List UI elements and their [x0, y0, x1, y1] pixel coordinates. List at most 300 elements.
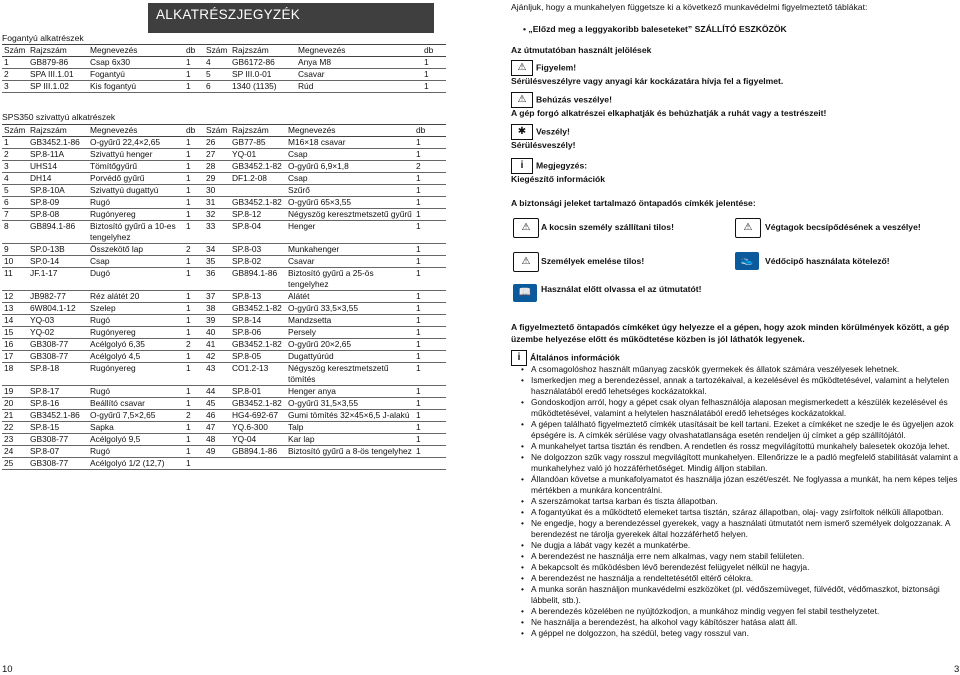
- table-cell: SP.8-05: [232, 351, 262, 361]
- table-cell: 46: [206, 410, 216, 420]
- table-row: [2, 303, 446, 315]
- table-cell: DF1.2-08: [232, 173, 267, 183]
- list-item: • A bekapcsolt és működésben lévő berendezést felügyelet nélkül ne hagyja.: [531, 562, 960, 573]
- table-cell: GB3452.1-82: [232, 161, 282, 171]
- table-cell: 5: [4, 185, 9, 195]
- table-cell: 1: [416, 291, 421, 301]
- info-icon: i: [511, 158, 533, 174]
- table-cell: GB894.1-86: [232, 268, 278, 278]
- table-cell: Dugó: [90, 268, 111, 278]
- table-cell: 1: [416, 197, 421, 207]
- table-cell: Alátét: [288, 291, 310, 301]
- table-row: [2, 161, 446, 173]
- table-cell: Rugónyereg: [90, 363, 136, 373]
- list-item: • A csomagolóshoz használt műanyag zacskók gyermekek és állatok számára veszélyesek lehetnek.: [531, 364, 960, 375]
- table-cell: Acélgolyó 6,35: [90, 339, 145, 349]
- table-cell: 1: [186, 149, 191, 159]
- table-row: [2, 386, 446, 398]
- table-cell: 24: [4, 446, 14, 456]
- safety-page: [511, 0, 960, 675]
- table-cell: SP.8-01: [232, 386, 262, 396]
- table-cell: Biztosító gyűrű a 10-es tengelyhez: [90, 221, 176, 242]
- table-cell: SP.8-14: [232, 315, 262, 325]
- table-cell: Összekötő lap: [90, 244, 144, 254]
- general-info-list: [521, 364, 960, 639]
- table-cell: Rugónyereg: [90, 327, 136, 337]
- table-cell: Szivattyú henger: [90, 149, 153, 159]
- table-cell: 32: [206, 209, 216, 219]
- table-cell: Henger: [288, 221, 316, 231]
- list-item: • A berendezést ne használja a rendeltetésétől eltérő célokra.: [531, 573, 960, 584]
- table-cell: O-gyűrű 31,5×3,55: [288, 398, 359, 408]
- table-cell: 22: [4, 422, 14, 432]
- table-cell: GB3452.1-82: [232, 197, 282, 207]
- table-cell: 1: [186, 221, 191, 231]
- table-cell: Csap: [90, 256, 110, 266]
- note: i Megjegyzés: Kiegészítő információk: [511, 160, 606, 184]
- page-number-right: 3: [954, 664, 960, 675]
- table-cell: 1: [186, 327, 191, 337]
- table-cell: GB894.1-86: [232, 446, 278, 456]
- pump-parts-table: [2, 124, 446, 470]
- table-cell: YQ-04: [232, 434, 257, 444]
- table-cell: Persely: [288, 327, 316, 337]
- column-header: db: [186, 45, 196, 55]
- table-cell: 27: [206, 149, 216, 159]
- table-cell: SP.8-18: [30, 363, 60, 373]
- no-lifting-icon: ⚠: [513, 252, 539, 272]
- table-cell: 1: [186, 291, 191, 301]
- table-cell: Gumi tömítés 32×45×6,5 J-alakú: [288, 410, 410, 420]
- table-row: [2, 351, 446, 363]
- page-number-left: 10: [2, 664, 13, 675]
- column-header: Rajzszám: [232, 125, 269, 135]
- table-cell: GB879-86: [30, 57, 69, 67]
- bullet-accident: • „Előzd meg a leggyakoribb baleseteket” SZÁLLÍTÓ ESZKÖZÖK: [523, 24, 787, 34]
- table-cell: 1: [416, 315, 421, 325]
- table-cell: Négyszög keresztmetszetű gyűrű: [288, 209, 412, 219]
- table-row: [2, 137, 446, 149]
- table-cell: 16: [4, 339, 14, 349]
- table-cell: DH14: [30, 173, 52, 183]
- table-cell: CO1.2-13: [232, 363, 269, 373]
- table-cell: 31: [206, 197, 216, 207]
- table-cell: 1: [4, 57, 9, 67]
- label-crush-hazard: Végtagok becsípődésének a veszélye!: [765, 222, 921, 232]
- table-cell: GB3452.1-86: [30, 137, 80, 147]
- table-cell: 1: [186, 386, 191, 396]
- table-cell: 1: [416, 173, 421, 183]
- table-cell: 1: [186, 81, 191, 91]
- sticker-placement-text: A figyelmeztető öntapadós címkéket úgy helyezze el a gépen, hogy azok minden körülmények között, a gép üzembe helyezése előtt és működtetése közben is jól láthatók legyenek.: [511, 322, 950, 344]
- table-cell: O-gyűrű 6,9×1,8: [288, 161, 349, 171]
- table-cell: GB3452.1-82: [232, 339, 282, 349]
- table-row: [2, 268, 446, 291]
- table-cell: SP.8-09: [30, 197, 60, 207]
- table-cell: 1: [416, 137, 421, 147]
- column-header: Megnevezés: [298, 45, 346, 55]
- table-row: [2, 434, 446, 446]
- table-cell: SP.8-02: [232, 256, 262, 266]
- list-item: • A berendezés közelében ne nyújtózkodjon, a munkához mindig vegyen fel stabil testhelyzetet.: [531, 606, 960, 617]
- list-item: • Állandóan követse a munkafolyamatot és használja józan eszét/eszét. Ne foglyassa a munkát, ha nem képes teljes mértékben a munkára koncentrálni.: [531, 474, 960, 496]
- table-cell: GB308-77: [30, 458, 69, 468]
- table-cell: 33: [206, 221, 216, 231]
- table-cell: Szelep: [90, 303, 116, 313]
- column-header: Megnevezés: [90, 45, 138, 55]
- table-cell: Porvédő gyűrű: [90, 173, 145, 183]
- page-banner: ALKATRÉSZJEGYZÉK: [148, 3, 434, 33]
- table-cell: 1: [186, 363, 191, 373]
- table-cell: GB77-85: [232, 137, 266, 147]
- table-cell: GB3452.1-86: [30, 410, 80, 420]
- table-cell: Acélgolyó 1/2 (12,7): [90, 458, 165, 468]
- table-cell: SP.8-12: [232, 209, 262, 219]
- list-item: • Ne dugja a lábát vagy kezét a munkatérbe.: [531, 540, 960, 551]
- table-cell: 9: [4, 244, 9, 254]
- table-row: [2, 398, 446, 410]
- table-row: [2, 327, 446, 339]
- warning-entanglement: ⚠ Behúzás veszélye! A gép forgó alkatrészei elkaphatják és behúzhatják a ruhát vagy a testrészeit!: [511, 94, 827, 118]
- list-item: • Ne dolgozzon szűk vagy rosszul megvilágított munkahelyen. Ellenőrizze le a padló megfelelő stabilitását valamint a munkahelyhez való jó hozzáférhetőséget. Mindig álljon stabilan.: [531, 452, 960, 474]
- table-cell: 47: [206, 422, 216, 432]
- table-cell: 1: [186, 434, 191, 444]
- column-header: Szám: [4, 45, 26, 55]
- table-cell: Talp: [288, 422, 304, 432]
- table-cell: JB982-77: [30, 291, 66, 301]
- table-cell: Beállító csavar: [90, 398, 145, 408]
- table-cell: O-gyűrű 65×3,55: [288, 197, 352, 207]
- table-row: [2, 244, 446, 256]
- table-cell: 38: [206, 303, 216, 313]
- table-row: [2, 410, 446, 422]
- column-header: Szám: [206, 45, 228, 55]
- table-cell: JF.1-17: [30, 268, 58, 278]
- table-cell: SP III.0-01: [232, 69, 272, 79]
- table-cell: SP.8-04: [232, 221, 262, 231]
- table-header: [2, 125, 446, 137]
- table-row: [2, 458, 446, 470]
- table-cell: SP III.1.02: [30, 81, 69, 91]
- label-read-manual: Használat előtt olvassa el az útmutatót!: [541, 284, 702, 294]
- table-cell: SP.8-11A: [30, 149, 65, 159]
- table-cell: O-gyűrű 20×2,65: [288, 339, 352, 349]
- table-cell: 1: [186, 137, 191, 147]
- table-cell: 2: [4, 69, 9, 79]
- table-cell: Tömítőgyűrű: [90, 161, 138, 171]
- table-cell: 1: [424, 81, 429, 91]
- table-cell: 2: [416, 161, 421, 171]
- marks-title: Az útmutatóban használt jelölések: [511, 45, 652, 55]
- table-cell: SPA III.1.01: [30, 69, 74, 79]
- table-cell: [230, 185, 286, 197]
- column-header: db: [416, 125, 426, 135]
- list-item: • A géppel ne dolgozzon, ha szédül, beteg vagy rosszul van.: [531, 628, 960, 639]
- table-row: [2, 446, 446, 458]
- table-cell: SP.8-06: [232, 327, 262, 337]
- table-cell: 1: [416, 221, 421, 231]
- table-cell: GB3452.1-82: [232, 398, 282, 408]
- table-cell: 28: [206, 161, 216, 171]
- table-row: [2, 363, 446, 386]
- table-cell: Kis fogantyú: [90, 81, 137, 91]
- list-item: • Ne engedje, hogy a berendezéssel gyerekek, vagy a használati útmutatót nem ismerő személyek dolgozzanak. A berendezést ne tárolja gyerekek által hozzáférhető helyen.: [531, 518, 960, 540]
- table-cell: 1: [186, 209, 191, 219]
- table-cell: 40: [206, 327, 216, 337]
- label-no-lifting: Személyek emelése tilos!: [541, 256, 645, 266]
- table-cell: SP.0-14: [30, 256, 60, 266]
- table-cell: Dugattyúrúd: [288, 351, 334, 361]
- table-cell: 15: [4, 327, 14, 337]
- table-cell: 1: [416, 434, 421, 444]
- list-item: • Gondoskodjon arról, hogy a gépet csak olyan felhasználója alaposan megismerkedett a készülék kezelésével és működtetésével, valamint a helytelen használatából eredő lehetséges kockázatokkal.: [531, 397, 960, 419]
- table-cell: 2: [4, 149, 9, 159]
- table-cell: 21: [4, 410, 14, 420]
- list-item: • Ne használja a berendezést, ha alkohol vagy kábítószer hatása alatt áll.: [531, 617, 960, 628]
- table-cell: 35: [206, 256, 216, 266]
- table-cell: Rugó: [90, 315, 111, 325]
- table-cell: O-gyűrű 7,5×2,65: [90, 410, 156, 420]
- label-no-passengers: A kocsin személy szállítani tilos!: [541, 222, 674, 232]
- table-cell: 1: [416, 303, 421, 313]
- column-header: Rajzszám: [232, 45, 269, 55]
- label-safety-shoes: Védőcipő használata kötelező!: [765, 256, 890, 266]
- list-item: • A fogantyúkat és a működtető elemeket tartsa tisztán, száraz állapotban, olaj- vagy zsírfoltok nélküli állapotban.: [531, 507, 960, 518]
- safety-shoe-icon: 👟: [735, 252, 759, 270]
- table-row: [2, 422, 446, 434]
- table-cell: 11: [4, 268, 13, 278]
- table-cell: 1: [416, 351, 421, 361]
- table-cell: Sapka: [90, 422, 114, 432]
- table-cell: 1: [416, 149, 421, 159]
- table-cell: 3: [4, 81, 9, 91]
- table-row: [2, 209, 446, 221]
- table-cell: 1340 (1135): [232, 81, 277, 91]
- table-cell: 49: [206, 446, 216, 456]
- table-cell: 1: [416, 446, 421, 456]
- table-cell: 25: [4, 458, 14, 468]
- table-cell: 10: [4, 256, 14, 266]
- table-cell: 45: [206, 398, 216, 408]
- table-cell: 23: [4, 434, 14, 444]
- list-item: • Ismerkedjen meg a berendezéssel, annak a tartozékaival, a kezelésével és működtetésével, valamint a helytelen használatából eredő lehetséges kockázatokkal.: [531, 375, 960, 397]
- column-header: Rajzszám: [30, 125, 67, 135]
- table-cell: Henger anya: [288, 386, 336, 396]
- table-cell: SP.8-16: [30, 398, 60, 408]
- table-row: [2, 221, 446, 244]
- table-cell: GB6172-86: [232, 57, 275, 67]
- table-cell: M16×18 csavar: [288, 137, 346, 147]
- no-passenger-icon: ⚠: [513, 218, 539, 238]
- table-row: [2, 173, 446, 185]
- table-cell: 6: [206, 81, 211, 91]
- table-row: [2, 256, 446, 268]
- list-item: • A berendezést ne használja erre nem alkalmas, vagy nem stabil felületen.: [531, 551, 960, 562]
- list-item: • A gépen található figyelmeztető címkék utasításait be kell tartani. Ezeket a címkéket ne szedje le és ügyeljen azok épségére is. A címkék sérülése vagy olvashatatlansága esetén rendeljen új címket a gép szállítójától.: [531, 419, 960, 441]
- table-cell: YQ-02: [30, 327, 55, 337]
- table-cell: 14: [4, 315, 14, 325]
- table-cell: YQ-03: [30, 315, 55, 325]
- table-cell: GB894.1-86: [30, 221, 76, 231]
- section-title-pump: SPS350 szivattyú alkatrészek: [2, 112, 116, 122]
- list-item: • A szerszámokat tartsa karban és tiszta állapotban.: [531, 496, 960, 507]
- table-cell: [204, 458, 230, 470]
- table-cell: Fogantyú: [90, 69, 125, 79]
- table-cell: UHS14: [30, 161, 57, 171]
- table-cell: GB308-77: [30, 339, 69, 349]
- list-item: • A munka során használjon munkavédelmi eszközöket (pl. védőszemüveget, fülvédőt, védőmaszkot, biztonsági lábbelit, stb.).: [531, 584, 960, 606]
- table-cell: 2: [186, 244, 191, 254]
- table-cell: SP.8-03: [232, 244, 262, 254]
- table-cell: Szivattyú dugattyú: [90, 185, 159, 195]
- table-cell: 44: [206, 386, 216, 396]
- table-cell: 48: [206, 434, 216, 444]
- table-cell: 1: [416, 268, 421, 278]
- table-cell: 1: [186, 57, 191, 67]
- column-header: db: [424, 45, 434, 55]
- table-cell: SP.8-15: [30, 422, 60, 432]
- table-cell: 1: [186, 197, 191, 207]
- table-row: [2, 339, 446, 351]
- column-header: Szám: [206, 125, 228, 135]
- table-cell: 34: [206, 244, 216, 254]
- table-cell: 7: [4, 209, 9, 219]
- table-cell: 1: [186, 161, 191, 171]
- warning-attention: ⚠ Figyelem! Sérülésveszélyre vagy anyagi kár kockázatára hívja fel a figyelmet.: [511, 62, 784, 86]
- table-cell: 8: [4, 221, 9, 231]
- table-cell: 42: [206, 351, 216, 361]
- table-row: [2, 149, 446, 161]
- table-cell: 1: [186, 446, 191, 456]
- table-cell: 1: [186, 422, 191, 432]
- table-cell: 26: [206, 137, 216, 147]
- table-cell: Szűrő: [288, 185, 310, 195]
- list-item: • A munkahelyet tartsa tisztán és rendben. A rendetlen és rossz megvilágítottú munkahely balesetek okozója lehet.: [531, 441, 960, 452]
- table-cell: 1: [416, 398, 421, 408]
- table-cell: 43: [206, 363, 216, 373]
- table-cell: Biztosító gyűrű a 25-ös tengelyhez: [288, 268, 374, 289]
- table-cell: SP.8-07: [30, 446, 60, 456]
- table-cell: Acélgolyó 4,5: [90, 351, 141, 361]
- table-cell: 1: [416, 339, 421, 349]
- table-cell: 1: [416, 422, 421, 432]
- table-cell: 1: [186, 173, 191, 183]
- column-header: Megnevezés: [90, 125, 138, 135]
- table-cell: Anya M8: [298, 57, 332, 67]
- table-cell: O-gyűrű 33,5×3,55: [288, 303, 359, 313]
- table-cell: 1: [416, 256, 421, 266]
- table-header: [2, 45, 446, 57]
- warning-danger: ✱ Veszély! Sérülésveszély!: [511, 126, 576, 150]
- table-cell: 19: [4, 386, 14, 396]
- table-cell: Acélgolyó 9,5: [90, 434, 141, 444]
- table-cell: 1: [416, 185, 421, 195]
- table-row: [2, 81, 446, 93]
- table-cell: Csavar: [298, 69, 325, 79]
- column-header: Megnevezés: [288, 125, 336, 135]
- table-cell: 1: [416, 386, 421, 396]
- entanglement-icon: ⚠: [511, 92, 533, 108]
- table-cell: 4: [206, 57, 211, 67]
- table-row: [2, 185, 446, 197]
- table-cell: 39: [206, 315, 216, 325]
- table-cell: Rugó: [90, 386, 111, 396]
- table-cell: Réz alátét 20: [90, 291, 140, 301]
- general-info-heading: i Általános információk: [511, 350, 960, 366]
- table-cell: 6W804.1-12: [30, 303, 76, 313]
- danger-icon: ✱: [511, 124, 533, 140]
- table-cell: 1: [186, 268, 191, 278]
- column-header: Rajzszám: [30, 45, 67, 55]
- table-cell: 1: [416, 410, 421, 420]
- table-cell: Csap: [288, 173, 308, 183]
- table-cell: 1: [186, 398, 191, 408]
- table-cell: 3: [4, 161, 9, 171]
- table-cell: 1: [186, 351, 191, 361]
- table-cell: GB308-77: [30, 351, 69, 361]
- table-cell: 2: [186, 339, 191, 349]
- table-cell: 1: [416, 327, 421, 337]
- table-cell: 1: [186, 69, 191, 79]
- table-cell: 1: [424, 57, 429, 67]
- table-cell: Rugó: [90, 197, 111, 207]
- table-cell: [286, 458, 414, 470]
- table-cell: GB3452.1-82: [232, 303, 282, 313]
- table-cell: 20: [4, 398, 14, 408]
- column-header: db: [186, 125, 196, 135]
- table-cell: Kar lap: [288, 434, 315, 444]
- table-cell: 1: [186, 458, 191, 468]
- table-row: [2, 291, 446, 303]
- table-cell: Csap 6x30: [90, 57, 131, 67]
- table-row: [2, 315, 446, 327]
- table-cell: 1: [186, 256, 191, 266]
- table-cell: 37: [206, 291, 216, 301]
- table-cell: 5: [206, 69, 211, 79]
- table-cell: 1: [4, 137, 9, 147]
- table-cell: Csavar: [288, 256, 315, 266]
- table-cell: 29: [206, 173, 216, 183]
- table-cell: 1: [416, 209, 421, 219]
- table-cell: 17: [4, 351, 14, 361]
- table-cell: HG4-692-67: [232, 410, 279, 420]
- table-cell: SP.0-13B: [30, 244, 65, 254]
- table-cell: SP.8-13: [232, 291, 262, 301]
- table-cell: 36: [206, 268, 216, 278]
- table-cell: [230, 458, 286, 470]
- table-cell: SP.8-10A: [30, 185, 65, 195]
- table-row: [2, 69, 446, 81]
- read-manual-icon: 📖: [513, 284, 537, 302]
- column-header: Szám: [4, 125, 26, 135]
- table-cell: SP.8-17: [30, 386, 60, 396]
- table-row: [2, 197, 446, 209]
- table-cell: Munkahenger: [288, 244, 340, 254]
- table-cell: Biztosító gyűrű a 8-ös tengelyhez: [288, 446, 412, 456]
- table-cell: 30: [206, 185, 216, 195]
- table-cell: 1: [424, 69, 429, 79]
- table-cell: O-gyűrű 22,4×2,65: [90, 137, 161, 147]
- table-cell: [414, 458, 446, 470]
- table-cell: Négyszög keresztmetszetű tömítés: [288, 363, 389, 384]
- table-cell: YQ.6-300: [232, 422, 268, 432]
- table-cell: Csap: [288, 149, 308, 159]
- table-cell: GB308-77: [30, 434, 69, 444]
- table-cell: Rugónyereg: [90, 209, 136, 219]
- table-cell: Rúd: [298, 81, 314, 91]
- parts-list-page: [0, 0, 446, 675]
- table-cell: 41: [206, 339, 216, 349]
